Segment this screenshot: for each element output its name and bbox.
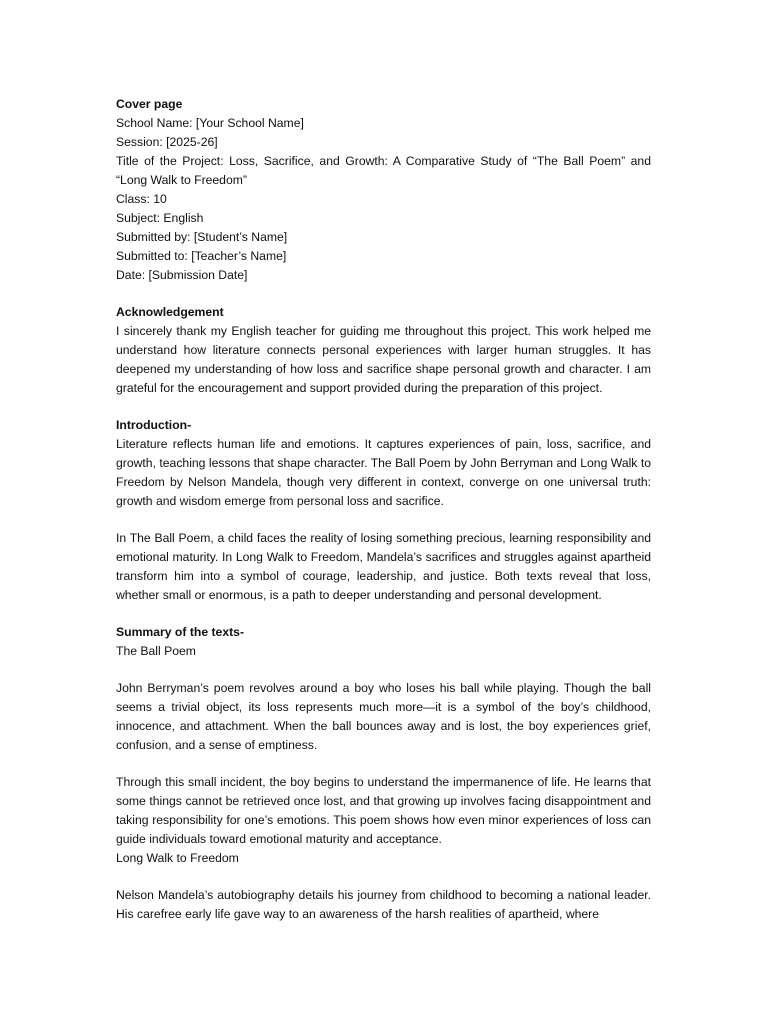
introduction-paragraph-2: In The Ball Poem, a child faces the reality of losing something precious, learning responsibility and emotional maturity. In Long Walk to Freedom, Mandela’s sacrifices and struggles against apartheid transform him into a symbol of courage, leadership, and justice. Both texts reveal that loss, whether small or enormous, is a path to deeper understanding and personal development.: [116, 531, 651, 602]
acknowledgement-heading: Acknowledgement: [116, 305, 224, 319]
submitted-to-line: Submitted to: [Teacher’s Name]: [116, 249, 287, 263]
introduction-heading: Introduction-: [116, 418, 192, 432]
long-walk-paragraph-1: Nelson Mandela’s autobiography details his journey from childhood to becoming a national leader. His carefree early life gave way to an awareness of the harsh realities of apartheid, where: [116, 888, 651, 921]
subject-line: Subject: English: [116, 211, 204, 225]
acknowledgement-paragraph: I sincerely thank my English teacher for guiding me throughout this project. This work helped me understand how literature connects personal experiences with larger human struggles. It has deepened my understanding of how loss and sacrifice shape personal growth and character. I am grateful for the encouragement and support provided during the preparation of this project.: [116, 324, 651, 395]
spacer: [116, 398, 651, 416]
ball-poem-paragraph-1: John Berryman’s poem revolves around a boy who loses his ball while playing. Though the ball seems a trivial object, its loss represents much more—it is a symbol of the boy’s childhood, innocence, and attachment. When the ball bounces away and is lost, the boy experiences grief, confusion, and a sense of emptiness.: [116, 681, 651, 752]
document-body: [116, 95, 651, 924]
summary-heading: Summary of the texts-: [116, 625, 244, 639]
spacer: [116, 868, 651, 886]
spacer: [116, 285, 651, 303]
session-line: Session: [2025-26]: [116, 135, 218, 149]
spacer: [116, 511, 651, 529]
class-line: Class: 10: [116, 192, 167, 206]
date-line: Date: [Submission Date]: [116, 268, 248, 282]
cover-page-heading: Cover page: [116, 97, 183, 111]
long-walk-subheading: Long Walk to Freedom: [116, 851, 239, 865]
ball-poem-subheading: The Ball Poem: [116, 644, 196, 658]
submitted-by-line: Submitted by: [Student’s Name]: [116, 230, 288, 244]
spacer: [116, 661, 651, 679]
project-title-line: Title of the Project: Loss, Sacrifice, and Growth: A Comparative Study of “The Ball Poem” and “Long Walk to Freedom”: [116, 154, 651, 187]
ball-poem-paragraph-2: Through this small incident, the boy begins to understand the impermanence of life. He learns that some things cannot be retrieved once lost, and that growing up involves facing disappointment and taking responsibility for one’s emotions. This poem shows how even minor experiences of loss can guide individuals toward emotional maturity and acceptance.: [116, 775, 651, 846]
spacer: [116, 755, 651, 773]
introduction-paragraph-1: Literature reflects human life and emotions. It captures experiences of pain, loss, sacrifice, and growth, teaching lessons that shape character. The Ball Poem by John Berryman and Long Walk to Freedom by Nelson Mandela, though very different in context, converge on one universal truth: growth and wisdom emerge from personal loss and sacrifice.: [116, 437, 651, 508]
school-name-line: School Name: [Your School Name]: [116, 116, 304, 130]
spacer: [116, 605, 651, 623]
